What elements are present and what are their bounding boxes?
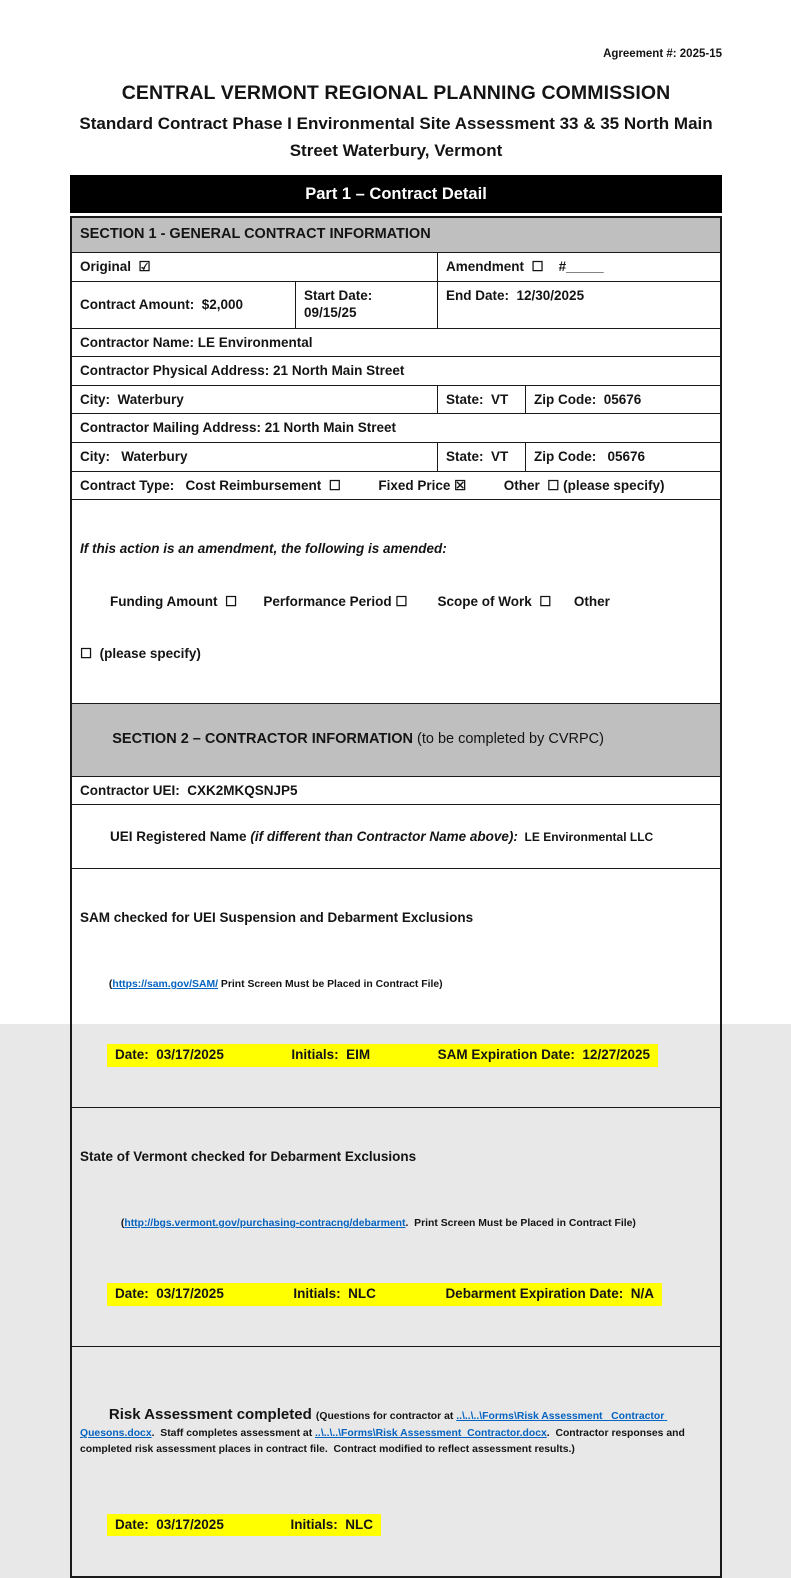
section2-header-normal: (to be completed by CVRPC) — [412, 730, 604, 747]
sam-expiration-date: SAM Expiration Date: 12/27/2025 — [437, 1047, 650, 1063]
commission-title: CENTRAL VERMONT REGIONAL PLANNING COMMISSION — [121, 82, 671, 104]
contract-type-row: Contract Type: Cost Reimbursement ☐ Fixed Price ☒ Other ☐ (please specify) — [72, 471, 720, 500]
vermont-check-title: State of Vermont checked for Debarment Exclusions — [80, 1148, 417, 1164]
section2-header-bold: SECTION 2 – CONTRACTOR INFORMATION — [112, 730, 413, 747]
amendment-options-text: Funding Amount ☐ Performance Period ☐ Scope of Work ☐ Other — [110, 593, 610, 609]
zip-cell: Zip Code: 05676 — [525, 386, 720, 414]
risk-assessment-block — [72, 1346, 720, 1577]
sam-gov-link[interactable]: https://sam.gov/SAM/ — [112, 979, 218, 991]
city-cell: City: Waterbury — [80, 448, 188, 464]
debarment-expiration-date: Debarment Expiration Date: N/A — [445, 1286, 654, 1302]
city-cell: City: Waterbury — [80, 391, 184, 407]
risk-initials: Initials: NLC — [290, 1516, 373, 1532]
sam-initials: Initials: EIM — [291, 1047, 371, 1063]
paren-open: ( — [120, 1218, 125, 1230]
amount-dates-row — [72, 281, 720, 328]
vermont-link-line — [80, 1204, 712, 1245]
contract-table — [70, 216, 722, 1578]
uei-name-qualifier: (if different than Contractor Name above): — [250, 828, 518, 844]
end-date-cell: End Date: 12/30/2025 — [437, 282, 720, 328]
risk-assessment-title: Risk Assessment completed — [108, 1406, 316, 1424]
risk-assessment-paragraph — [80, 1387, 712, 1475]
zip-cell: Zip Code: 05676 — [525, 443, 720, 471]
vermont-initials: Initials: NLC — [293, 1286, 376, 1302]
state-cell: State: VT — [437, 386, 525, 414]
risk-text-2: . Staff completes assessment at — [151, 1428, 316, 1440]
amendment-note-row — [72, 499, 720, 703]
vermont-link-note: . Print Screen Must be Placed in Contract File) — [405, 1218, 636, 1230]
contract-amount-cell: Contract Amount: $2,000 — [80, 296, 244, 312]
vermont-check-block — [72, 1107, 720, 1346]
sam-check-title: SAM checked for UEI Suspension and Debarment Exclusions — [80, 909, 474, 925]
section2-header-bar — [72, 703, 720, 776]
state-cell: State: VT — [437, 443, 525, 471]
uei-registered-name-row — [72, 804, 720, 868]
vermont-highlight-strip — [107, 1283, 662, 1306]
risk-text-3: . Contractor responses and completed risk assessment places in contract file. Contract modified to reflect assessment results.) — [80, 1428, 688, 1456]
contract-subtitle: Standard Contract Phase I Environmental Site Assessment 33 & 35 North Main Street Waterbury, Vermont — [79, 114, 713, 161]
original-amendment-row — [72, 252, 720, 281]
risk-text-1: (Questions for contractor at — [315, 1411, 457, 1423]
contractor-uei-row: Contractor UEI: CXK2MKQSNJP5 — [72, 776, 720, 805]
mailing-address-row: Contractor Mailing Address: 21 North Main Street — [72, 413, 720, 442]
amendment-note-text: If this action is an amendment, the following is amended: — [80, 541, 447, 557]
uei-name-label: UEI Registered Name — [110, 828, 251, 844]
document-content — [70, 0, 722, 1578]
risk-date: Date: 03/17/2025 — [115, 1516, 224, 1532]
vermont-debarment-link[interactable]: http://bgs.vermont.gov/purchasing-contracng/debarment — [124, 1218, 406, 1230]
amendment-checkbox-cell: Amendment ☐ #_____ — [437, 253, 720, 281]
sam-link-line — [80, 965, 712, 1006]
physical-address-row: Contractor Physical Address: 21 North Main Street — [72, 356, 720, 385]
sam-link-note: Print Screen Must be Placed in Contract File) — [218, 979, 443, 991]
risk-contractor-doc-link[interactable]: ..\..\..\Forms\Risk Assessment_Contractor.docx — [315, 1428, 547, 1440]
uei-name-value: LE Environmental LLC — [517, 829, 654, 844]
amendment-specify-text: ☐ (please specify) — [80, 646, 201, 662]
original-checkbox-cell: Original ☑ — [80, 259, 151, 275]
mailing-city-state-zip-row — [72, 442, 720, 471]
sam-check-block — [72, 868, 720, 1107]
sam-highlight-strip — [107, 1044, 658, 1067]
section1-header-bar: SECTION 1 - GENERAL CONTRACT INFORMATION — [72, 218, 720, 252]
risk-questions-doc-link[interactable]: ..\..\..\Forms\Risk Assessment_ Contractor Quesons.docx — [80, 1411, 668, 1440]
paren-open: ( — [108, 979, 113, 991]
risk-highlight-strip — [107, 1514, 381, 1537]
part1-header-bar: Part 1 – Contract Detail — [70, 175, 722, 213]
physical-city-state-zip-row — [72, 385, 720, 414]
contractor-name-row: Contractor Name: LE Environmental — [72, 328, 720, 357]
agreement-number: Agreement #: 2025-15 — [603, 48, 722, 60]
start-date-cell: Start Date: 09/15/25 — [295, 282, 437, 328]
sam-date: Date: 03/17/2025 — [115, 1047, 224, 1063]
vermont-date: Date: 03/17/2025 — [115, 1286, 224, 1302]
